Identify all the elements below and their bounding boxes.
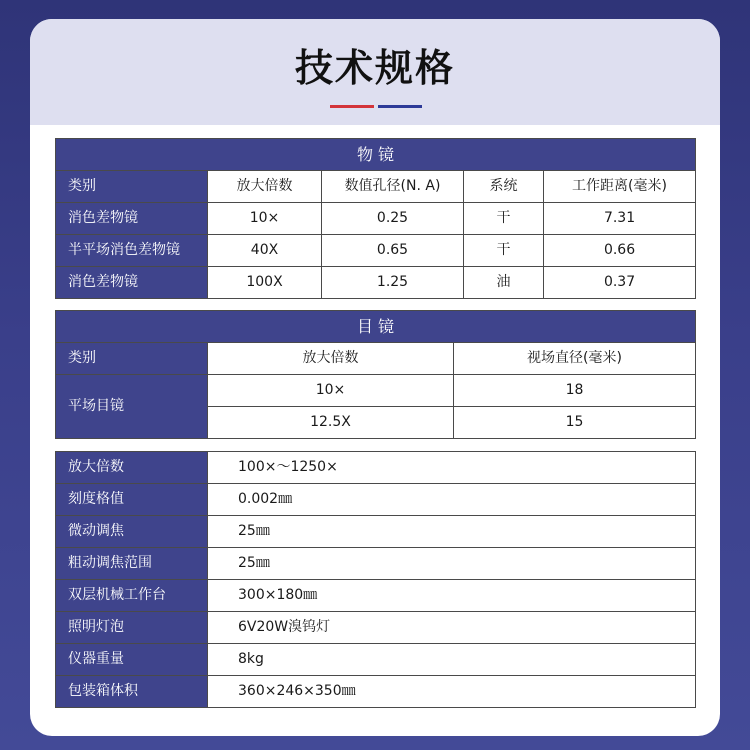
spec-row xyxy=(56,644,696,676)
column-header: 放大倍数 xyxy=(208,171,322,203)
spec-row xyxy=(56,452,696,484)
specs-table xyxy=(55,451,696,708)
column-header: 视场直径(毫米) xyxy=(454,343,696,375)
row-category: 消色差物镜 xyxy=(56,267,208,299)
eyepieces-table xyxy=(55,310,696,439)
spec-value: 300×180㎜ xyxy=(208,580,696,612)
table-header-row xyxy=(56,343,696,375)
title-underline-red xyxy=(330,105,374,108)
table-cell: 10× xyxy=(208,203,322,235)
spec-label: 粗动调焦范围 xyxy=(56,548,208,580)
spec-label: 刻度格值 xyxy=(56,484,208,516)
spec-card xyxy=(30,19,720,736)
table-cell: 干 xyxy=(464,203,544,235)
eyepieces-heading: 目 镜 xyxy=(56,311,696,343)
column-header: 类别 xyxy=(56,343,208,375)
spec-value: 360×246×350㎜ xyxy=(208,676,696,708)
column-header: 类别 xyxy=(56,171,208,203)
column-header: 工作距离(毫米) xyxy=(544,171,696,203)
column-header: 系统 xyxy=(464,171,544,203)
table-row xyxy=(56,235,696,267)
spec-row xyxy=(56,516,696,548)
table-cell: 100X xyxy=(208,267,322,299)
spec-label: 照明灯泡 xyxy=(56,612,208,644)
table-row xyxy=(56,375,696,407)
spec-row xyxy=(56,676,696,708)
table-cell: 0.25 xyxy=(322,203,464,235)
spec-label: 双层机械工作台 xyxy=(56,580,208,612)
table-cell: 油 xyxy=(464,267,544,299)
spec-label: 包装箱体积 xyxy=(56,676,208,708)
spec-value: 100×～1250× xyxy=(208,452,696,484)
title-underline-blue xyxy=(378,105,422,108)
table-cell: 40X xyxy=(208,235,322,267)
table-cell: 1.25 xyxy=(322,267,464,299)
table-cell: 0.66 xyxy=(544,235,696,267)
row-category: 消色差物镜 xyxy=(56,203,208,235)
column-header: 数值孔径(N. A) xyxy=(322,171,464,203)
page-title: 技术规格 xyxy=(294,46,455,90)
table-cell: 10× xyxy=(208,375,454,407)
table-cell: 0.37 xyxy=(544,267,696,299)
spec-value: 0.002㎜ xyxy=(208,484,696,516)
spec-label: 仪器重量 xyxy=(56,644,208,676)
spec-row xyxy=(56,612,696,644)
spec-label: 放大倍数 xyxy=(56,452,208,484)
objectives-table xyxy=(55,138,696,299)
spec-label: 微动调焦 xyxy=(56,516,208,548)
spec-value: 6V20W溴钨灯 xyxy=(208,612,696,644)
row-category: 平场目镜 xyxy=(56,375,208,439)
spec-row xyxy=(56,484,696,516)
table-row xyxy=(56,267,696,299)
table-cell: 0.65 xyxy=(322,235,464,267)
table-header-row xyxy=(56,171,696,203)
spec-value: 25㎜ xyxy=(208,548,696,580)
table-cell: 干 xyxy=(464,235,544,267)
spec-value: 8kg xyxy=(208,644,696,676)
table-row xyxy=(56,203,696,235)
objectives-heading: 物 镜 xyxy=(56,139,696,171)
table-cell: 18 xyxy=(454,375,696,407)
spec-row xyxy=(56,580,696,612)
table-cell: 15 xyxy=(454,407,696,439)
column-header: 放大倍数 xyxy=(208,343,454,375)
spec-row xyxy=(56,548,696,580)
spec-value: 25㎜ xyxy=(208,516,696,548)
table-cell: 12.5X xyxy=(208,407,454,439)
row-category: 半平场消色差物镜 xyxy=(56,235,208,267)
table-cell: 7.31 xyxy=(544,203,696,235)
